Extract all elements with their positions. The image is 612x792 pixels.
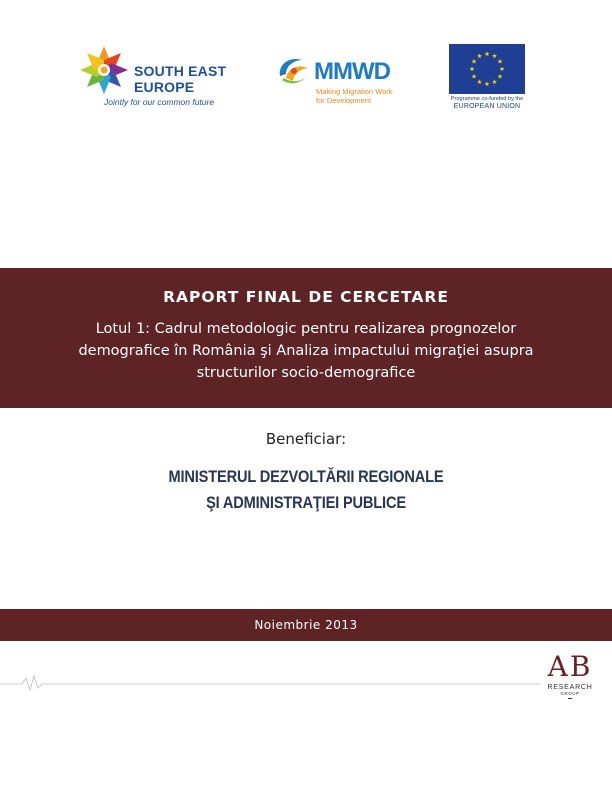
- beneficiary-label: Beneficiar:: [265, 430, 347, 448]
- mmwd-logo: [276, 54, 416, 110]
- eu-line1: Programme co-funded by the: [450, 96, 524, 102]
- beneficiary-line2: ŞI ADMINISTRAŢIEI PUBLICE: [206, 493, 406, 512]
- see-tagline: Jointly for our common future: [104, 97, 215, 107]
- beneficiary-name: [43, 464, 569, 516]
- beneficiary-line1: MINISTERUL DEZVOLTĂRII REGIONALE: [168, 467, 444, 486]
- mmwd-line1: Making Migration Work: [316, 87, 393, 96]
- eu-flag-icon: [449, 44, 525, 94]
- title-band: [0, 268, 612, 408]
- ab-research-group-logo: [538, 652, 602, 712]
- eu-line2: EUROPEAN UNION: [453, 103, 521, 110]
- eu-logo: [447, 44, 527, 114]
- mmwd-swirl-icon: [276, 54, 312, 88]
- mmwd-line2: for Development: [316, 96, 372, 105]
- see-line1: SOUTH EAST: [134, 63, 227, 79]
- report-subtitle: Lotul 1: Cadrul metodologic pentru realizarea prognozelor demografice în România şi Analiza impactului migraţiei asupra structurilor socio-demografice: [78, 321, 534, 381]
- mmwd-name: MMWD: [314, 58, 390, 85]
- pulse-line-icon: [0, 672, 540, 696]
- south-east-europe-flower-icon: [78, 44, 130, 96]
- ab-dash: [568, 698, 572, 699]
- ab-research: RESEARCH: [547, 684, 593, 691]
- see-line2: EUROPE: [134, 79, 195, 95]
- report-title: RAPORT FINAL DE CERCETARE: [163, 288, 449, 306]
- ab-letters: AB: [547, 650, 593, 683]
- report-date: Noiembrie 2013: [254, 618, 358, 632]
- ab-group: GROUP: [560, 691, 580, 696]
- date-band: [0, 609, 612, 641]
- south-east-europe-logo: [78, 44, 253, 108]
